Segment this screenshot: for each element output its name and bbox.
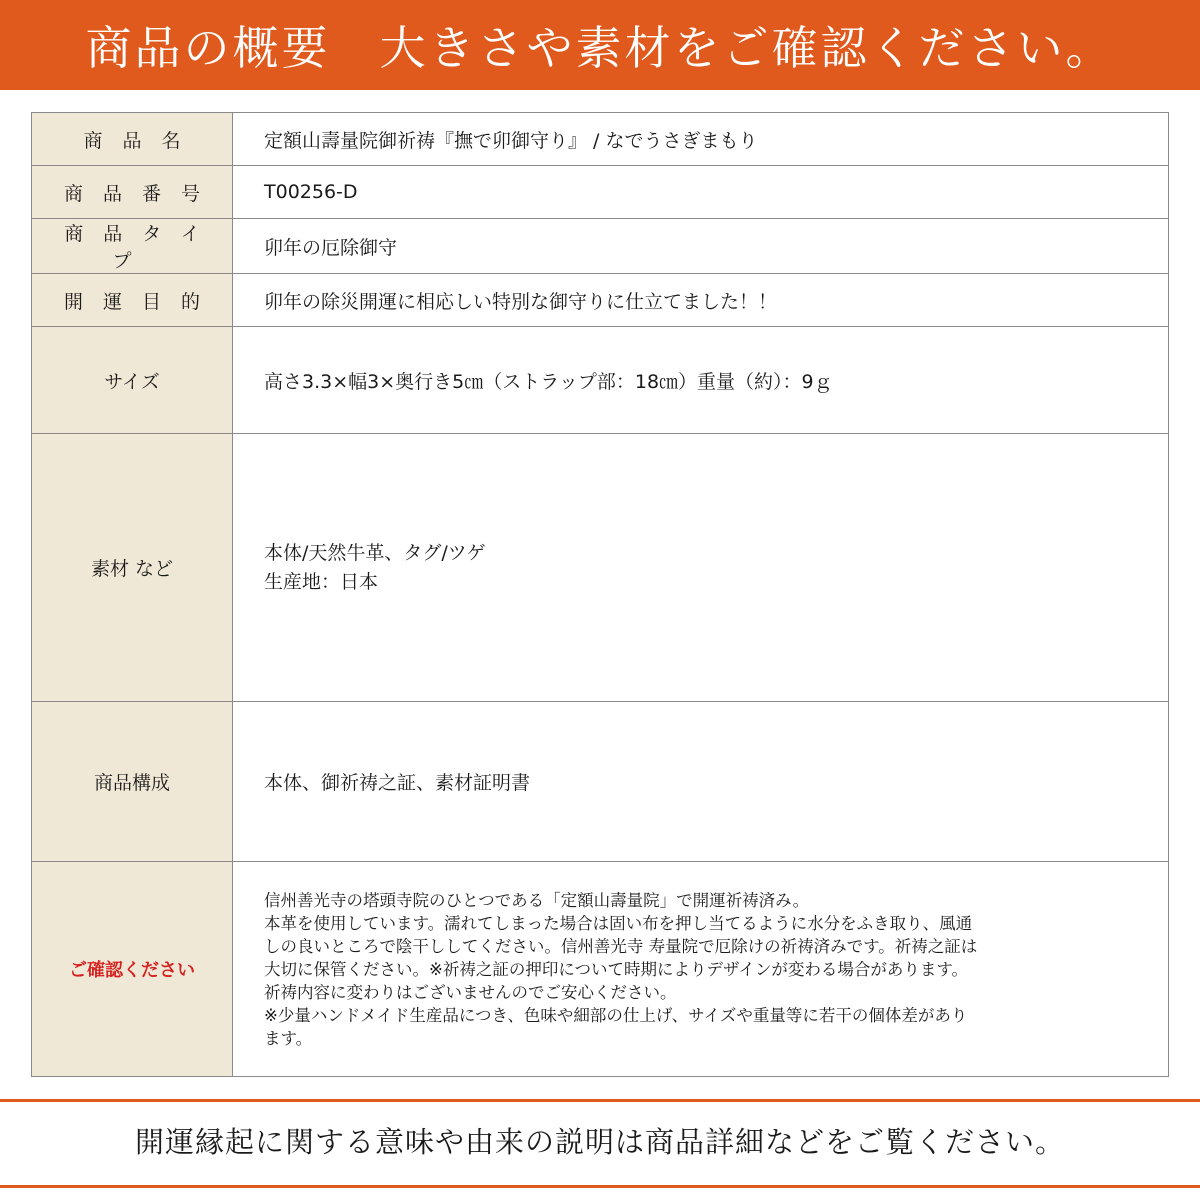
notice-line: しの良いところで陰干ししてください。信州善光寺 寿量院で厄除けの祈祷済みです。祈祷之証は [264,936,978,956]
notice-line: 祈祷内容に変わりはございませんのでご安心ください。 [264,982,677,1002]
row-label-product-number: 商品番号 [32,166,233,219]
row-value-contents: 本体、御祈祷之証、素材証明書 [233,702,1169,862]
table-row [32,862,1169,1077]
row-label-product-name: 商品名 [32,113,233,166]
notice-line: ※少量ハンドメイド生産品につき、色味や細部の仕上げ、サイズや重量等に若干の個体差があり [264,1005,968,1025]
table-row [32,166,1169,219]
header-banner [0,0,1200,90]
table-row [32,327,1169,434]
footer-top-divider [0,1099,1200,1102]
row-value-product-type: 卯年の厄除御守 [233,219,1169,274]
row-value-product-name: 定額山壽量院御祈祷『撫で卯御守り』 / なでうさぎまもり [233,113,1169,166]
page-title: 商品の概要 大きさや素材をご確認ください。 [85,21,1115,75]
product-spec-table [31,112,1169,1077]
notice-line: 本革を使用しています。濡れてしまった場合は固い布を押し当てるように水分をふき取り、風通 [264,913,973,933]
table-row [32,113,1169,166]
row-value-product-number: T00256-D [233,166,1169,219]
row-label-size: サイズ [32,327,233,434]
notice-line: ます。 [264,1028,313,1048]
row-label-notice: ご確認ください [32,862,233,1077]
row-label-contents: 商品構成 [32,702,233,862]
table-row [32,274,1169,327]
row-value-material [233,434,1169,702]
row-label-product-type: 商品タイプ [32,219,233,274]
table-row [32,434,1169,702]
footer-note: 開運縁起に関する意味や由来の説明は商品詳細などをご覧ください。 [134,1125,1065,1159]
material-line: 本体/天然牛革、タグ/ツゲ [264,541,486,564]
row-label-purpose: 開運目的 [32,274,233,327]
row-value-notice [233,862,1169,1077]
row-label-material: 素材 など [32,434,233,702]
row-value-size: 高さ3.3×幅3×奥行き5㎝（ストラップ部：18㎝）重量（約）：9ｇ [233,327,1169,434]
origin-line: 生産地：日本 [264,570,379,593]
row-value-purpose: 卯年の除災開運に相応しい特別な御守りに仕立てました！！ [233,274,1169,327]
table-row [32,702,1169,862]
notice-line: 信州善光寺の塔頭寺院のひとつである「定額山壽量院」で開運祈祷済み。 [264,890,810,910]
footer-bottom-divider [0,1185,1200,1188]
table-row [32,219,1169,274]
notice-line: 大切に保管ください。※祈祷之証の押印について時期によりデザインが変わる場合があります。 [264,959,969,979]
